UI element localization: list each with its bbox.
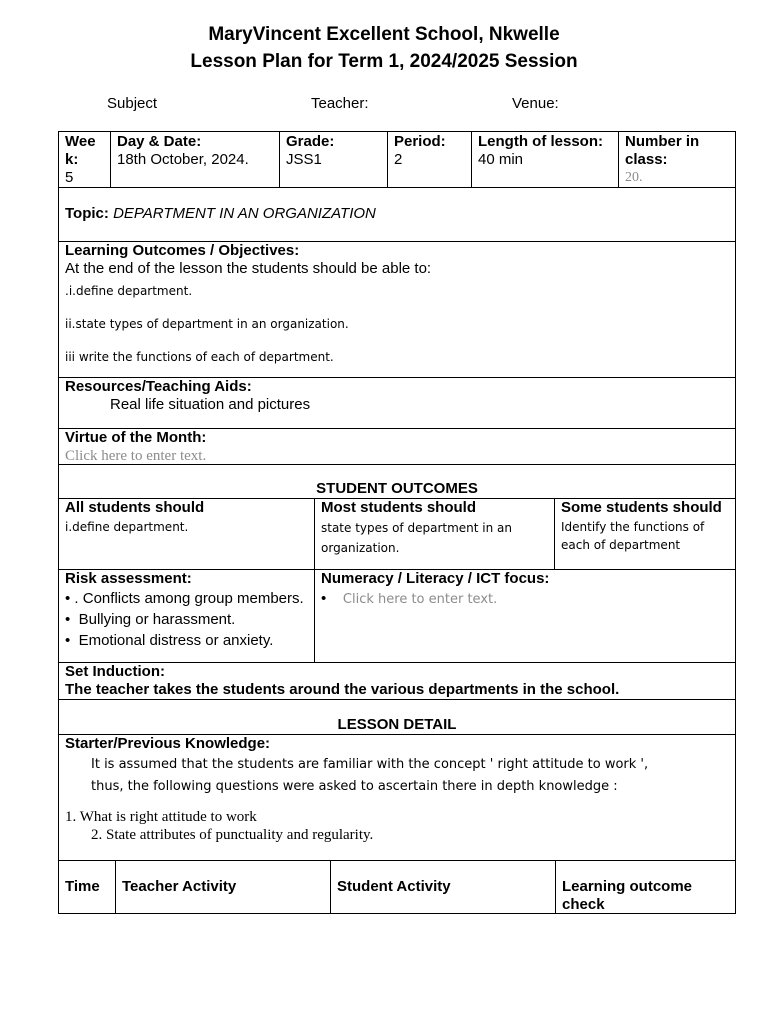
student-outcomes-heading: STUDENT OUTCOMES [316,480,478,497]
some-students-value: Identify the functions of each of department [561,520,705,552]
grade-label: Grade: [286,133,335,150]
time-header: Time [65,878,100,895]
teacher-label: Teacher: [311,95,369,112]
student-outcomes-heading-row [59,465,735,499]
induction-row [59,663,735,700]
numeracy-input[interactable]: Click here to enter text. [342,592,498,607]
virtue-label: Virtue of the Month: [65,429,207,446]
resources-row [59,378,735,429]
objective-item: ii.state types of department in an organization. [65,317,349,331]
activity-header-row [59,861,735,914]
objectives-row [59,242,735,378]
subject-label: Subject [107,95,158,112]
date-label: Day & Date: [117,133,202,150]
starter-question: 1. What is right attitude to work [65,809,257,825]
date-cell [110,132,280,187]
induction-label: Set Induction: [65,663,165,680]
numeracy-label: Numeracy / Literacy / ICT focus: [321,570,550,587]
topic-label: Topic: [65,205,109,222]
length-value: 40 min [478,151,524,168]
date-value: 18th October, 2024. [117,151,249,168]
lesson-plan-table [58,131,736,914]
resources-label: Resources/Teaching Aids: [65,378,252,395]
learning-outcome-check-header: Learning outcome check [555,861,735,914]
risk-item: • Bullying or harassment. [65,611,236,628]
resources-value: Real life situation and pictures [110,396,311,413]
number-cell [618,132,735,187]
grade-cell [279,132,387,187]
starter-label: Starter/Previous Knowledge: [65,735,271,752]
most-students-value: state types of department in an organization. [321,521,512,555]
period-cell [387,132,472,187]
grade-value: JSS1 [286,151,322,168]
number-label: Number in class: [625,133,700,168]
venue-label: Venue: [512,95,559,112]
risk-item: • . Conflicts among group members. [65,590,304,607]
teacher-activity-header: Teacher Activity [115,861,330,914]
starter-row [59,735,735,861]
objectives-intro: At the end of the lesson the students should be able to: [65,260,432,277]
week-cell [59,132,110,187]
all-students-value: i.define department. [65,520,189,534]
risk-label: Risk assessment: [65,570,192,587]
student-activity-header: Student Activity [330,861,555,914]
starter-question: 2. State attributes of punctuality and regularity. [91,827,374,843]
lesson-plan-title: Lesson Plan for Term 1, 2024/2025 Session [190,51,578,72]
numeracy-item: • Click here to enter text. [321,590,498,607]
objective-item: iii write the functions of each of department. [65,350,334,364]
student-outcomes-row [59,499,735,570]
school-name: MaryVincent Excellent School, Nkwelle [208,24,560,45]
period-value: 2 [394,151,403,168]
starter-text: It is assumed that the students are familiar with the concept ' right attitude to work ', thus, the following questions were asked to ascertain there in depth knowledge : [91,757,649,794]
objectives-label: Learning Outcomes / Objectives: [65,242,300,259]
topic-value: DEPARTMENT IN AN ORGANIZATION [113,205,376,222]
info-row [59,132,735,188]
risk-numeracy-row [59,570,735,663]
length-cell [471,132,619,187]
topic-row [59,188,735,242]
virtue-input[interactable]: Click here to enter text. [65,448,207,464]
induction-value: The teacher takes the students around the various departments in the school. [65,681,620,698]
virtue-row [59,429,735,465]
week-value: 5 [65,169,74,186]
all-students-label: All students should [65,499,205,516]
some-students-label: Some students should [561,499,722,516]
length-label: Length of lesson: [478,133,603,150]
period-label: Period: [394,133,446,150]
risk-item: • Emotional distress or anxiety. [65,632,274,649]
number-value: 20. [625,170,643,185]
lesson-detail-heading: LESSON DETAIL [337,716,457,733]
objective-item: .i.define department. [65,284,193,298]
week-label: Wee k: [65,133,96,168]
lesson-detail-heading-row [59,700,735,735]
most-students-label: Most students should [321,499,476,516]
